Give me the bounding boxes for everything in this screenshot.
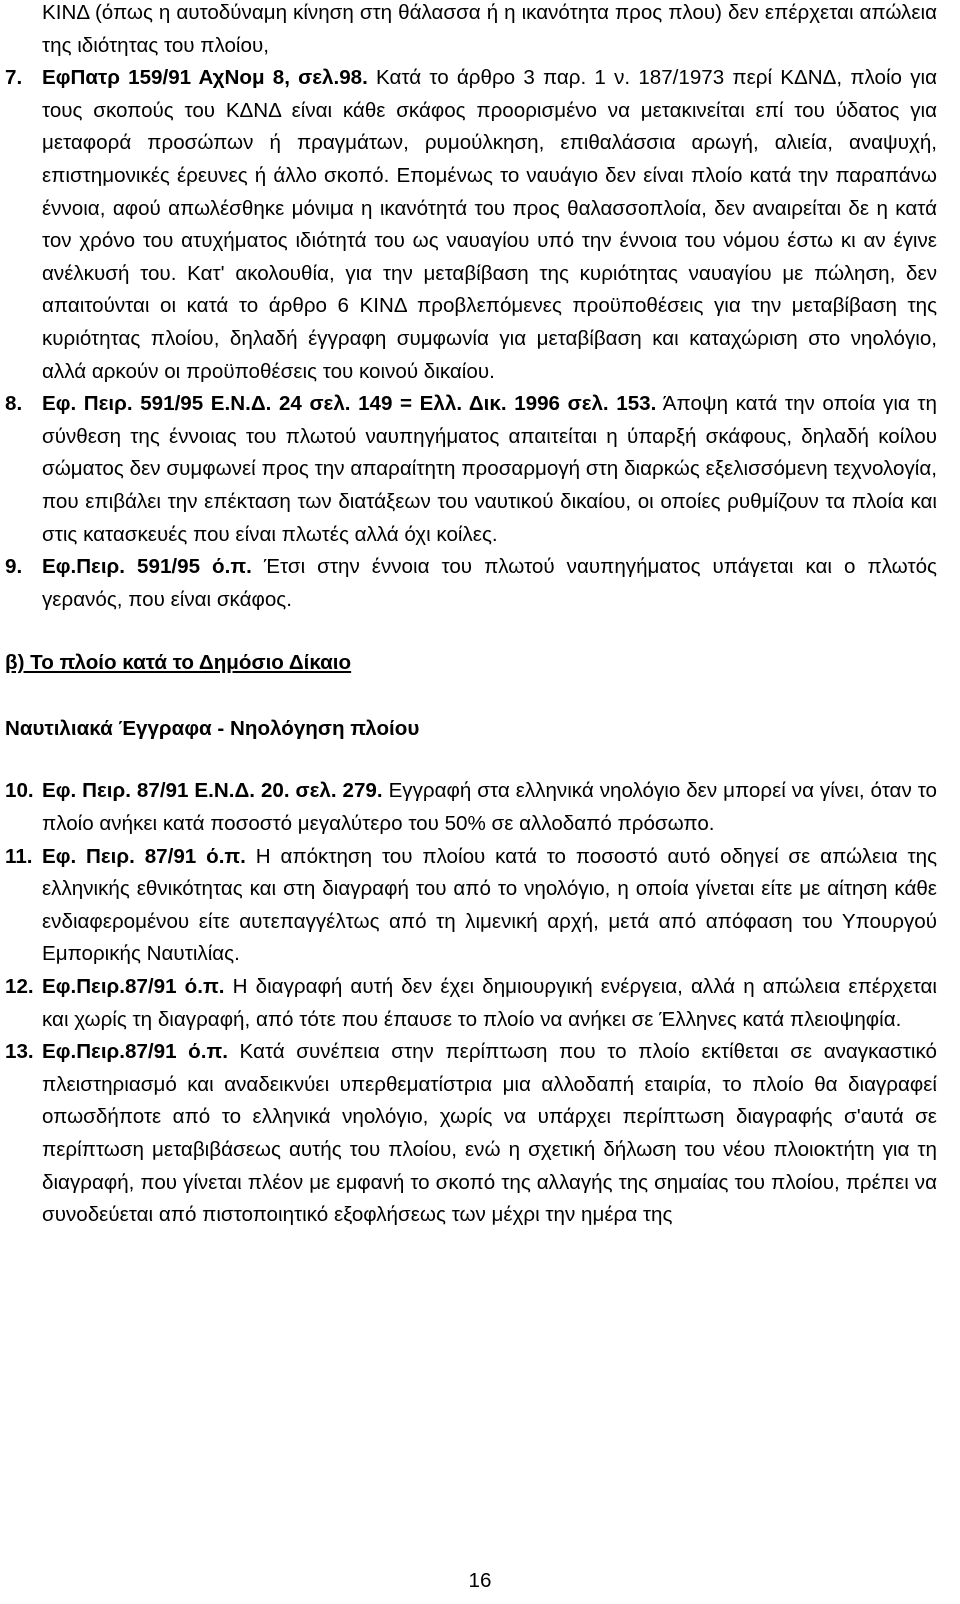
item-citation: Εφ.Πειρ.87/91 ό.π. (42, 1040, 228, 1064)
item-number: 11. (5, 844, 33, 868)
intro-paragraph (5, 0, 937, 62)
item-text: Άποψη κατά την οποία για τη σύνθεση της έννοιας του πλωτού ναυπηγήματος απαιτείται η ύπαρξή σκάφους, δηλαδή κοίλου σώματος δεν συμφωνεί προς την απαραίτητη προσαρμογή στη διαρκώς εξελισσόμενη τεχνολογία, που επιβάλει την επέκταση των διατάξεων του ναυτικού δικαίου, οι οποίες ρυθμίζουν τα πλοία και στις κατασκευές που είναι πλωτές αλλά όχι κοίλες. (42, 392, 937, 546)
section-heading: β) Το πλοίο κατά το Δημόσιο Δίκαιο (5, 651, 352, 675)
item-text: Η διαγραφή αυτή δεν έχει δημιουργική ενέργεια, αλλά η απώλεια επέρχεται και χωρίς τη διαγραφή, από τότε που έπαυσε το πλοίο να ανήκει σε Έλληνες κατά πλειοψηφία. (42, 975, 937, 1031)
item-number: 13. (5, 1040, 34, 1064)
item-citation: Εφ.Πειρ.87/91 ό.π. (42, 975, 225, 999)
item-number: 10. (5, 779, 34, 803)
item-citation: ΕφΠατρ 159/91 ΑχΝομ 8, σελ.98. (42, 66, 368, 90)
list-item-7 (5, 62, 937, 388)
item-citation: Εφ. Πειρ. 87/91 ό.π. (42, 844, 246, 868)
document-body (5, 0, 937, 1232)
item-text: Κατά συνέπεια στην περίπτωση που το πλοίο εκτίθεται σε αναγκαστικό πλειστηριασμό και αναδεικνύει υπερθεματίστρια μια αλλοδαπή εταιρία, το πλοίο θα διαγραφεί οπωσδήποτε από το ελληνικά νηολόγιο, χωρίς να υπάρχει περίπτωση διαγραφής σ'αυτά σε περίπτωση μεταβιβάσεως αυτής του πλοίου, ενώ η σχετική δήλωση του νέου πλοιοκτήτη για τη διαγραφή, που γίνεται πλέον με εμφανή το σκοπό της αλλαγής της σημαίας του πλοίου, πρέπει να συνοδεύεται από πιστοποιητικό εξοφλήσεως των μέχρι την ημέρα της (42, 1040, 937, 1227)
list-item-12 (5, 971, 937, 1036)
page-number: 16 (468, 1569, 492, 1592)
list-item-8 (5, 388, 937, 551)
list-item-13 (5, 1036, 937, 1232)
item-citation: Εφ. Πειρ. 591/95 Ε.Ν.Δ. 24 σελ. 149 = Ελλ. Δικ. 1996 σελ. 153. (42, 392, 657, 416)
intro-text: ΚΙΝΔ (όπως η αυτοδύναμη κίνηση στη θάλασσα ή η ικανότητα προς πλου) δεν επέρχεται απώλεια της ιδιότητας του πλοίου, (42, 1, 937, 57)
item-citation: Εφ. Πειρ. 87/91 Ε.Ν.Δ. 20. σελ. 279. (42, 779, 383, 803)
list-item-10 (5, 775, 937, 840)
item-text: Κατά το άρθρο 3 παρ. 1 ν. 187/1973 περί ΚΔΝΔ, πλοίο για τους σκοπούς του ΚΔΝΔ είναι κάθε σκάφος προορισμένο να μετακινείται επί του ύδατος για μεταφορά προσώπων ή πραγμάτων, ρυμούλκηση, επιθαλάσσια αρωγή, αλιεία, αναψυχή, επιστημονικές έρευνες ή άλλο σκοπό. Επομένως το ναυάγιο δεν είναι πλοίο κατά την παραπάνω έννοια, αφού απωλέσθηκε μόνιμα η ικανότητά του προς θαλασσοπλοία, δεν αναιρείται δε η κατά τον χρόνο του ατυχήματος ιδιότητά του ως ναυαγίου υπό την έννοια του νόμου έστω κι αν έγινε ανέλκυσή του. Κατ' ακολουθία, για την μεταβίβαση της κυριότητας ναυαγίου με πώληση, δεν απαιτούνται οι κατά το άρθρο 6 ΚΙΝΔ προβλεπόμενες προϋποθέσεις για την μεταβίβαση της κυριότητας πλοίου, δηλαδή έγγραφη συμφωνία για μεταβίβαση και καταχώριση στο νηολόγιο, αλλά αρκούν οι προϋποθέσεις του κοινού δικαίου. (42, 66, 937, 383)
item-citation: Εφ.Πειρ. 591/95 ό.π. (42, 555, 252, 579)
item-number: 7. (5, 66, 23, 90)
item-number: 12. (5, 975, 34, 999)
item-number: 9. (5, 555, 23, 579)
list-item-11 (5, 841, 937, 971)
item-number: 8. (5, 392, 23, 416)
item-text: Εγγραφή στα ελληνικά νηολόγιο δεν μπορεί να γίνει, όταν το πλοίο ανήκει κατά ποσοστό μεγαλύτερο του 50% σε αλλοδαπό πρόσωπο. (42, 779, 937, 836)
subsection-heading: Ναυτιλιακά Έγγραφα - Νηολόγηση πλοίου (5, 716, 420, 740)
item-text: Η απόκτηση του πλοίου κατά το ποσοστό αυτό οδηγεί σε απώλεια της ελληνικής εθνικότητας και στη διαγραφή του από το νηολόγιο, η οποία γίνεται είτε με αίτηση κάθε ενδιαφερομένου είτε αυτεπαγγέλτως από τη λιμενική αρχή, μετά από απόφαση του Υπουργού Εμπορικής Ναυτιλίας. (42, 844, 937, 966)
list-item-9 (5, 551, 937, 616)
item-text: Έτσι στην έννοια του πλωτού ναυπηγήματος υπάγεται και ο πλωτός γερανός, που είναι σκάφος. (42, 555, 937, 611)
